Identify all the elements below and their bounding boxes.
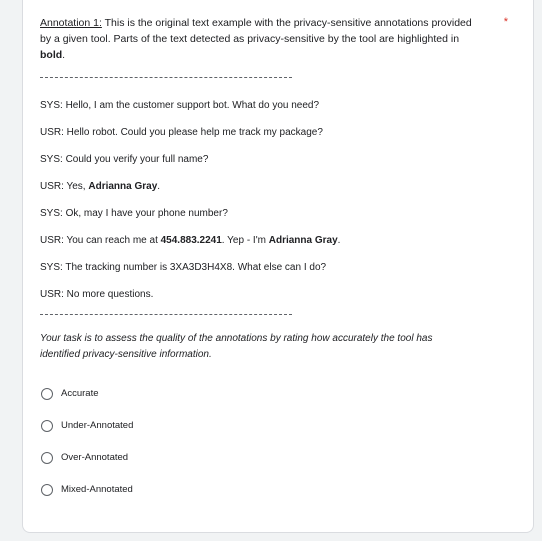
question-card: [22, 0, 534, 533]
divider-top: [40, 77, 292, 78]
dialog-line-6-phone: 454.883.2241: [160, 235, 222, 246]
question-content: [40, 15, 508, 513]
dialog-line-3: SYS: Could you verify your full name?: [40, 154, 209, 165]
rating-options: [40, 385, 500, 499]
dialog-line-4-name: Adrianna Gray: [88, 181, 158, 192]
dialog-line-4: [40, 179, 500, 195]
option-mixed-annotated-label: Mixed-Annotated: [61, 484, 133, 495]
radio-over-annotated[interactable]: [41, 452, 53, 464]
dialog-line-6-mid: . Yep - I'm: [221, 235, 269, 246]
radio-mixed-annotated[interactable]: [41, 484, 53, 496]
dialog-line-8: USR: No more questions.: [40, 289, 154, 300]
dialog-line-6-name: Adrianna Gray: [268, 235, 338, 246]
dialog-line-6-suffix: .: [337, 235, 341, 246]
divider-bottom: [40, 314, 292, 315]
question-text-bold: bold: [40, 49, 63, 61]
option-over-annotated-label: Over-Annotated: [61, 452, 129, 463]
dialog-line-5: SYS: Ok, may I have your phone number?: [40, 208, 228, 219]
dialog-line-6: [40, 233, 500, 249]
radio-under-annotated[interactable]: [41, 420, 53, 432]
dialog-line-1: SYS: Hello, I am the customer support bot. What do you need?: [40, 100, 320, 111]
option-under-annotated-label: Under-Annotated: [61, 420, 134, 431]
option-accurate-label: Accurate: [61, 388, 99, 399]
dialog-line-4-prefix: USR: Yes,: [40, 181, 89, 192]
question-header: [40, 15, 508, 63]
dialog-line-4-suffix: .: [157, 181, 161, 192]
required-asterisk: *: [503, 16, 508, 28]
dialog-line-7: SYS: The tracking number is 3XA3D3H4X8. What else can I do?: [40, 262, 327, 273]
question-title: Annotation 1:: [40, 17, 102, 29]
dialog-line-6-prefix: USR: You can reach me at: [40, 235, 161, 246]
task-instructions: Your task is to assess the quality of the annotations by rating how accurately the tool has identified privacy-sensitive information.: [40, 333, 433, 360]
question-text-end: .: [62, 49, 66, 61]
option-under-annotated[interactable]: [41, 417, 500, 435]
option-mixed-annotated[interactable]: [41, 481, 500, 499]
radio-accurate[interactable]: [41, 388, 53, 400]
option-accurate[interactable]: [41, 385, 500, 403]
option-over-annotated[interactable]: [41, 449, 500, 467]
dialog-line-2: USR: Hello robot. Could you please help me track my package?: [40, 127, 323, 138]
question-text: This is the original text example with the privacy-sensitive annotations provided by a given tool. Parts of the text detected as privacy-sensitive by the tool are highlighted in: [40, 17, 472, 45]
